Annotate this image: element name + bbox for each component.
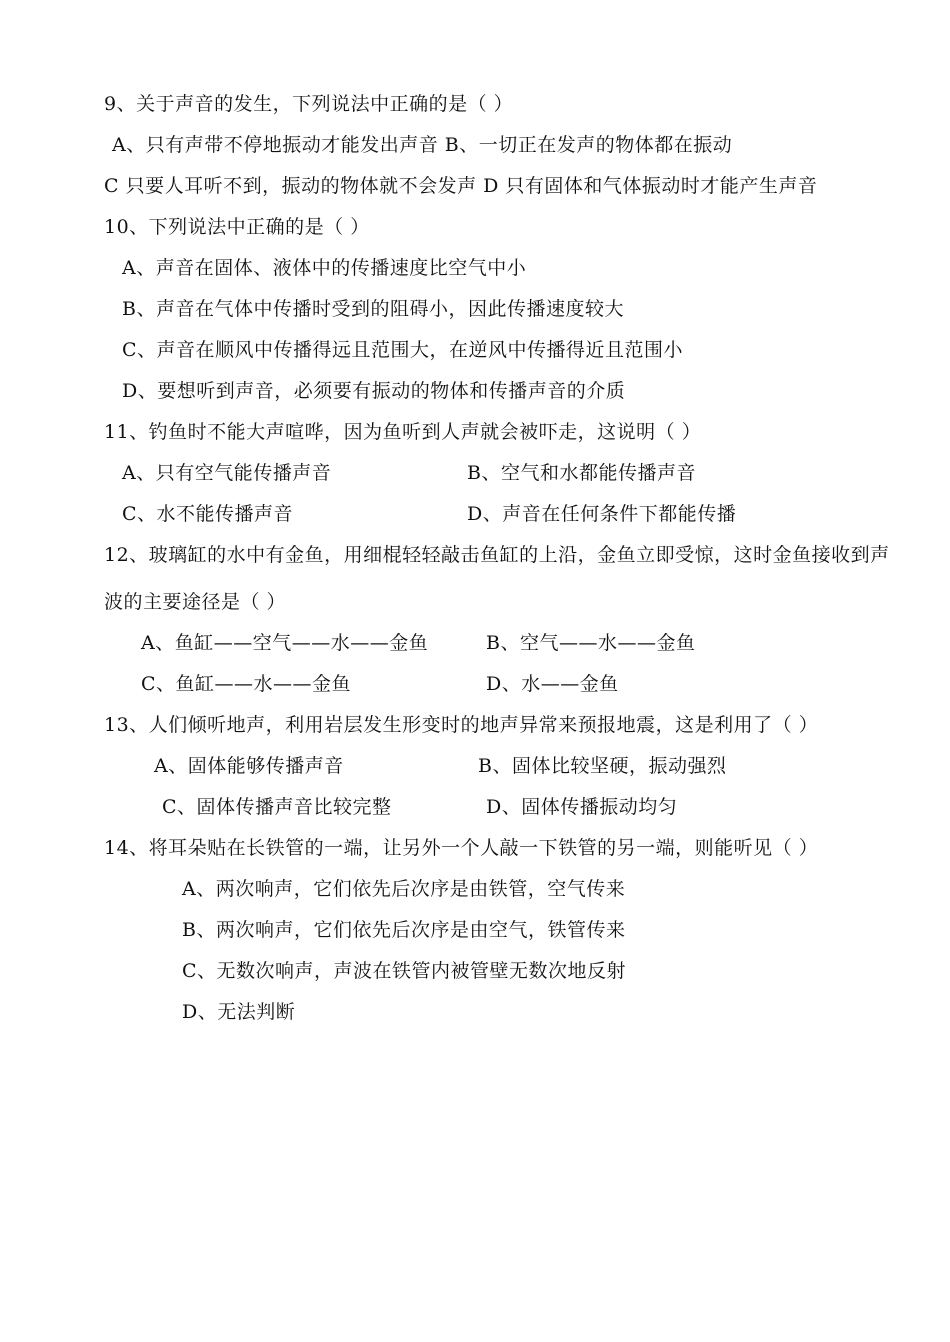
question-14-option-b: B、两次响声，它们依先后次序是由空气，铁管传来 bbox=[182, 919, 626, 941]
question-11-option-c: C、水不能传播声音 bbox=[122, 503, 294, 525]
question-10-option-b: B、声音在气体中传播时受到的阻碍小，因此传播速度较大 bbox=[122, 298, 624, 320]
question-14-option-a: A、两次响声，它们依先后次序是由铁管，空气传来 bbox=[182, 878, 626, 900]
question-12-stem-line-2: 波的主要途径是（ ） bbox=[104, 591, 287, 613]
question-13-option-b: B、固体比较坚硬，振动强烈 bbox=[478, 755, 727, 777]
question-14-option-c: C、无数次响声，声波在铁管内被管壁无数次地反射 bbox=[182, 960, 627, 982]
question-9-stem: 9、关于声音的发生，下列说法中正确的是（ ） bbox=[104, 93, 514, 115]
question-9-options-row-2: C 只要人耳听不到，振动的物体就不会发声 D 只有固体和气体振动时才能产生声音 bbox=[104, 175, 818, 197]
question-14-stem: 14、将耳朵贴在长铁管的一端，让另外一个人敲一下铁管的另一端，则能听见（ ） bbox=[104, 837, 819, 859]
question-11-option-d: D、声音在任何条件下都能传播 bbox=[467, 503, 737, 525]
question-12-option-d: D、水——金鱼 bbox=[486, 673, 619, 695]
question-11-stem: 11、钓鱼时不能大声喧哗，因为鱼听到人声就会被吓走，这说明（ ） bbox=[104, 421, 702, 443]
question-12-option-a: A、鱼缸——空气——水——金鱼 bbox=[141, 632, 429, 654]
question-13-option-c: C、固体传播声音比较完整 bbox=[162, 796, 392, 818]
question-12-option-b: B、空气——水——金鱼 bbox=[486, 632, 696, 654]
question-13-stem: 13、人们倾听地声，利用岩层发生形变时的地声异常来预报地震，这是利用了（ ） bbox=[104, 714, 819, 736]
question-11-option-b: B、空气和水都能传播声音 bbox=[467, 462, 696, 484]
question-10-option-d: D、要想听到声音，必须要有振动的物体和传播声音的介质 bbox=[122, 380, 626, 402]
question-12-stem-line-1: 12、玻璃缸的水中有金鱼，用细棍轻轻敲击鱼缸的上沿，金鱼立即受惊，这时金鱼接收到声 bbox=[104, 544, 890, 566]
question-13-option-d: D、固体传播振动均匀 bbox=[486, 796, 678, 818]
question-12-option-c: C、鱼缸——水——金鱼 bbox=[141, 673, 352, 695]
question-14-option-d: D、无法判断 bbox=[182, 1001, 296, 1023]
question-13-option-a: A、固体能够传播声音 bbox=[154, 755, 344, 777]
question-9-options-row-1: A、只有声带不停地振动才能发出声音 B、一切正在发声的物体都在振动 bbox=[112, 134, 733, 156]
question-11-option-a: A、只有空气能传播声音 bbox=[122, 462, 332, 484]
question-10-option-c: C、声音在顺风中传播得远且范围大，在逆风中传播得近且范围小 bbox=[122, 339, 684, 361]
question-10-stem: 10、下列说法中正确的是（ ） bbox=[104, 216, 370, 238]
question-10-option-a: A、声音在固体、液体中的传播速度比空气中小 bbox=[122, 257, 527, 279]
